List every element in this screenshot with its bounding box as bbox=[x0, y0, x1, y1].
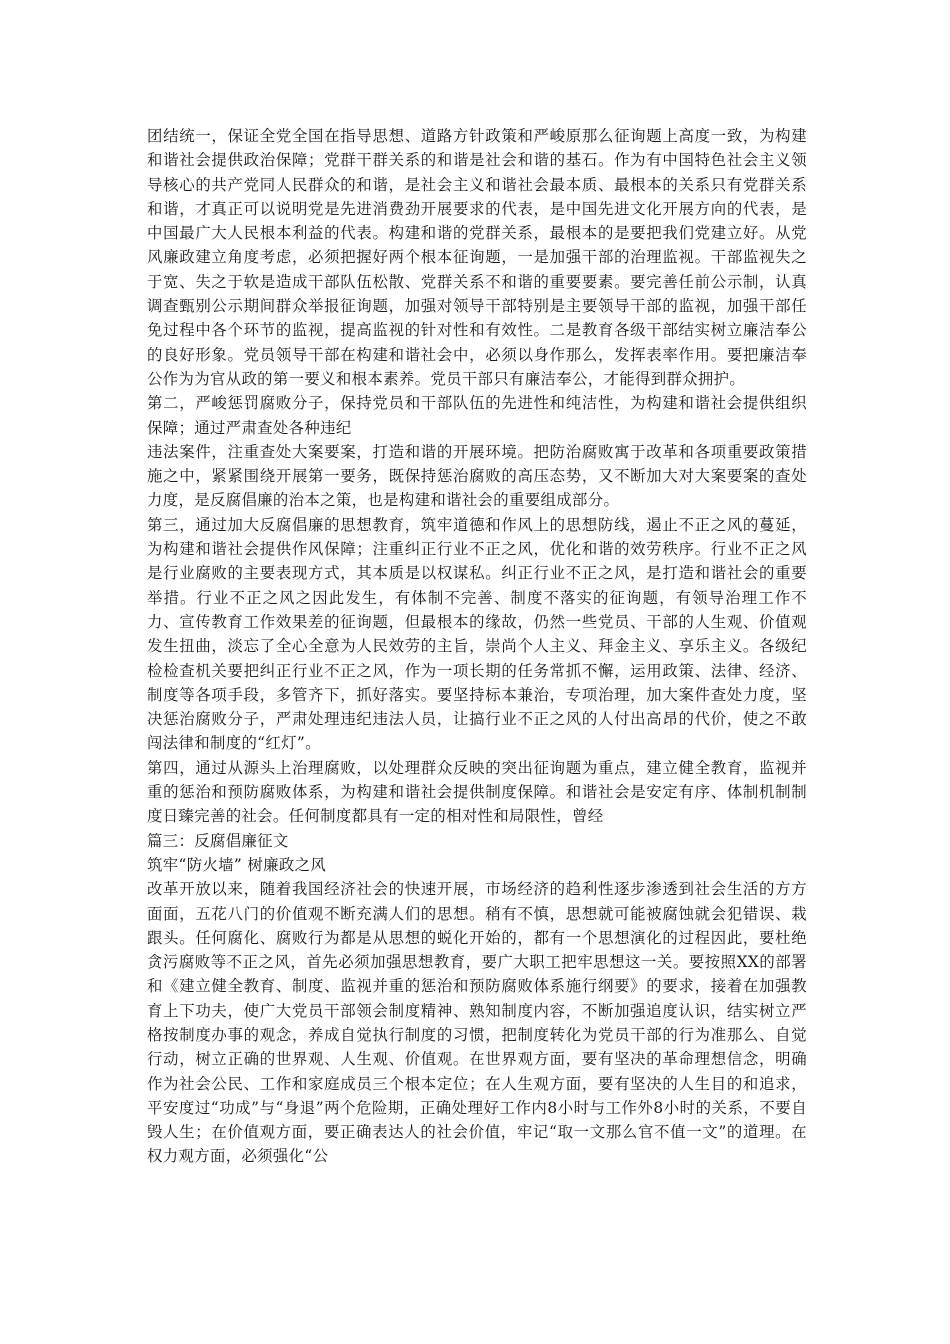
body-paragraph-4: 第三，通过加大反腐倡廉的思想教育，筑牢道德和作风上的思想防线，遏止不正之风的蔓延，为构建和谐社会提供作风保障；注重纠正行业不正之风，优化和谐的效劳秩序。行业不正之风是行业腐败的主要表现方式，其本质是以权谋私。纠正行业不正之风，是打造和谐社会的重要举措。行业不正之风之因此发生，有体制不完善、制度不落实的征询题，有领导治理工作不力、宣传教育工作效果差的征询题，但最根本的缘故，仍然一些党员、干部的人生观、价值观发生扭曲，淡忘了全心全意为人民效劳的主旨，崇尚个人主义、拜金主义、享乐主义。各级纪检检查机关要把纠正行业不正之风，作为一项长期的任务常抓不懈，运用政策、法律、经济、制度等各项手段，多管齐下，抓好落实。要坚持标本兼治，专项治理，加大案件查处力度，坚决惩治腐败分子，严肃处理违纪违法人员，让搞行业不正之风的人付出高昂的代价，使之不敢闯法律和制度的“红灯”。 bbox=[147, 515, 807, 753]
section-title: 筑牢“防火墙” 树廉政之风 bbox=[147, 855, 327, 874]
body-paragraph-1: 团结统一，保证全党全国在指导思想、道路方针政策和严峻原那么征询题上高度一致，为构建和谐社会提供政治保障；党群干群关系的和谐是社会和谐的基石。作为有中国特色社会主义领导核心的共产党同人民群众的和谐，是社会主义和谐社会最本质、最根本的关系只有党群关系和谐，才真正可以说明党是先进消费劲开展要求的代表，是中国先进文化开展方向的代表，是中国最广大人民根本利益的代表。构建和谐的党群关系，最根本的是要把我们党建立好。从党风廉政建立角度考虑，必须把握好两个根本征询题，一是加强干部的治理监视。干部监视失之于宽、失之于软是造成干部队伍松散、党群关系不和谐的重要要素。要完善任前公示制，认真调查甄别公示期间群众举报征询题，加强对领导干部特别是主要领导干部的监视，加强干部任免过程中各个环节的监视，提高监视的针对性和有效性。二是教育各级干部结实树立廉洁奉公的良好形象。党员领导干部在构建和谐社会中，必须以身作那么，发挥表率作用。要把廉洁奉公作为为官从政的第一要义和根本素养。党员干部只有廉洁奉公，才能得到群众拥护。 bbox=[147, 127, 807, 388]
body-paragraph-2: 第二，严峻惩罚腐败分子，保持党员和干部队伍的先进性和纯洁性，为构建和谐社会提供组织保障；通过严肃查处各种违纪 bbox=[147, 394, 807, 437]
section-paragraph-1: 改革开放以来，随着我国经济社会的快速开展，市场经济的趋利性逐步渗透到社会生活的方方面面，五花八门的价值观不断充满人们的思想。稍有不慎，思想就可能被腐蚀就会犯错误、栽跟头。任何腐化、腐败行为都是从思想的蜕化开始的，都有一个思想演化的过程因此，要杜绝贪污腐败等不正之风，首先必须加强思想教育，要广大职工把牢思想这一关。要按照XX的部署和《建立健全教育、制度、监视并重的惩治和预防腐败体系施行纲要》的要求，接着在加强教育上下功夫，使广大党员干部领会制度精神、熟知制度内容，不断加强追度认识，结实树立严格按制度办事的观念，养成自觉执行制度的习惯，把制度转化为党员干部的行为准那么、自觉行动，树立正确的世界观、人生观、价值观。在世界观方面，要有坚决的革命理想信念，明确作为社会公民、工作和家庭成员三个根本定位；在人生观方面，要有坚决的人生目的和追求，平安度过“功成”与“身退”两个危险期，正确处理好工作内8小时与工作外8小时的关系，不要自毁人生；在价值观方面，要正确表达人的社会价值，牢记“取一文那么官不值一文”的道理。在权力观方面，必须强化“公 bbox=[147, 880, 807, 1166]
section-label: 篇三：反腐倡廉征文 bbox=[147, 831, 289, 850]
document-body bbox=[147, 124, 807, 1169]
body-paragraph-3: 违法案件，注重查处大案要案，打造和谐的开展环境。把防治腐败寓于改革和各项重要政策措施之中，紧紧围绕开展第一要务，既保持惩治腐败的高压态势，又不断加大对大案要案的查处力度，是反腐倡廉的治本之策，也是构建和谐社会的重要组成部分。 bbox=[147, 442, 807, 510]
body-paragraph-5: 第四，通过从源头上治理腐败，以处理群众反映的突出征询题为重点，建立健全教育，监视并重的惩治和预防腐败体系，为构建和谐社会提供制度保障。和谐社会是安定有序、体制机制制度日臻完善的社会。任何制度都具有一定的相对性和局限性，曾经 bbox=[147, 758, 807, 826]
